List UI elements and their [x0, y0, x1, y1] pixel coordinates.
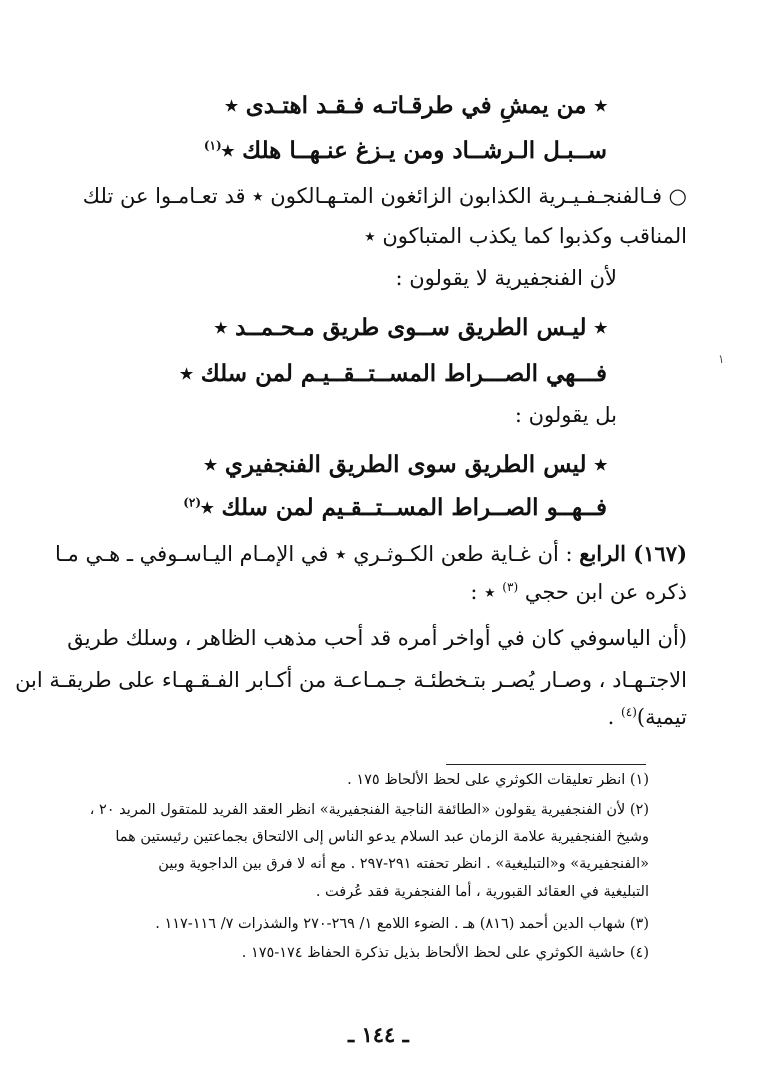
paragraph-4-line-1: [55, 543, 687, 565]
verse-1-line-1: ٭ من يمشِ في طرقـاتـه فـقـد اهتـدى ٭: [225, 92, 607, 119]
footnote-ref-2: (٢): [183, 495, 202, 510]
paragraph-4-line-2-text: ذكره عن ابن حجي: [524, 580, 687, 604]
footnote-3: (٣) شهاب الدين أحمد (٨١٦) هـ . الضوء اللامع ١/ ٢٦٩-٢٧٠ والشذرات ٧/ ١١٦-١١٧ .: [155, 916, 649, 932]
footnote-2-line-4: التبليغية في العقائد القبورية ، أما الفنجفرية فقد عُرفت .: [315, 884, 649, 900]
verse-1-line-2: [204, 139, 607, 162]
margin-mark: ١: [718, 352, 725, 366]
paragraph-5-line-3-text: تيمية): [636, 705, 687, 729]
paragraph-1-line-1: ○ فـالفنجـفـيـرية الكذابون الزائغون المتـهـالكون ٭ قد تعـامـوا عن تلك: [82, 184, 687, 208]
verse-3-line-2-text: فــهــو الصــراط المســتــقـيم لمن سلك ٭: [201, 494, 607, 521]
footnote-2-line-2: وشيخ الفنجفيرية علامة الزمان عبد السلام يدعو الناس إلى الالتحاق بجماعتين رئيستين هما: [115, 829, 649, 845]
verse-2-line-1: ٭ ليـس الطريق ســوى طريق مـحـمــد ٭: [214, 314, 607, 341]
paragraph-5-line-1: (أن الياسوفي كان في أواخر أمره قد أحب مذهب الظاهر ، وسلك طريق: [67, 626, 687, 650]
paragraph-5-line-3: [608, 707, 687, 728]
paragraph-4-line-2: [470, 582, 687, 603]
footnote-separator: [446, 764, 646, 765]
paragraph-3: بل يقولون :: [514, 403, 617, 427]
verse-3-line-2: [183, 496, 607, 519]
page-number: ـ ١٤٤ ـ: [348, 1022, 409, 1047]
verse-2-line-2: فـــهي الصـــراط المســتــقــيـم لمن سلك ٭: [180, 360, 607, 387]
footnote-1: (١) انظر تعليقات الكوثري على لحظ الألحاظ ١٧٥ .: [347, 772, 649, 788]
paragraph-1-line-2: المناقب وكذبوا كما يكذب المتباكون ٭: [364, 224, 687, 248]
verse-1-line-2-text: ســبـل الـرشــاد ومن يـزغ عنـهــا هلك ٭: [221, 137, 607, 164]
footnote-2-line-3: «الفنجفيرية» و«التبليغية» . انظر تحفته ٢٩١-٢٩٧ . مع أنه لا فرق بين الداجوية وبين: [158, 856, 649, 872]
footnote-ref-4: (٤): [621, 705, 637, 719]
paragraph-2: لأن الفنجفيرية لا يقولون :: [395, 266, 617, 290]
paragraph-4-line-1-text: : أن غـاية طعن الكـوثـري ٭ في الإمـام اليـاسـوفي ـ هـي مـا: [54, 542, 573, 566]
paragraph-5-line-3-end: .: [607, 705, 615, 729]
footnote-2-line-1: (٢) لأن الفنجفيرية يقولون «الطائفة الناجية الفنجفيرية» انظر العقد الفريد للمتقول المريد ٢٠ ،: [89, 802, 649, 818]
verse-3-line-1: ٭ ليس الطريق سوى الطريق الفنجفيري ٭: [204, 451, 607, 478]
item-heading: (١٦٧) الرابع: [579, 541, 687, 566]
paragraph-4-line-2-end: ٭ :: [470, 580, 496, 604]
paragraph-5-line-2: الاجتـهـاد ، وصـار يُصـر بتـخطئـة جـمـاعـة من أكـابر الفـقـهـاء على طريقـة ابن: [15, 668, 687, 692]
footnote-4: (٤) حاشية الكوثري على لحظ الألحاظ بذيل تذكرة الحفاظ ١٧٤-١٧٥ .: [241, 945, 649, 961]
footnote-ref-1: (١): [203, 138, 222, 153]
footnote-ref-3: (٣): [502, 580, 519, 594]
